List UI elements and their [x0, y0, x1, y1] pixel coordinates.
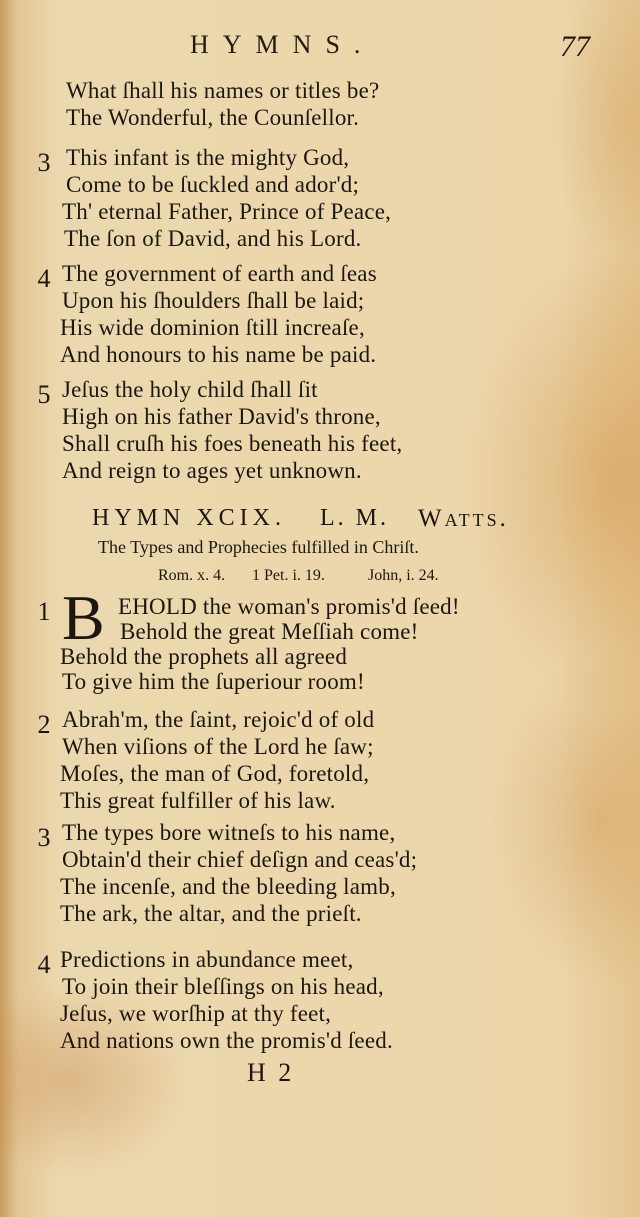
- verse-line: Abrah'm, the ſaint, rejoic'd of old: [62, 707, 375, 732]
- verse-line: Moſes, the man of God, foretold,: [60, 761, 370, 786]
- verse-line: Th' eternal Father, Prince of Peace,: [62, 199, 392, 224]
- hymn-title: [0, 505, 640, 537]
- stanza-number: 3: [37, 148, 51, 177]
- stanza-number: 5: [37, 380, 51, 409]
- drop-cap: B: [62, 582, 105, 653]
- verse-line: And nations own the promis'd ſeed.: [60, 1028, 393, 1053]
- scripture-reference: 1 Pet. i. 19.: [252, 567, 325, 584]
- scripture-reference: Rom. x. 4.: [158, 567, 226, 584]
- page-number: 77: [560, 30, 590, 63]
- verse-line: The incenſe, and the bleeding lamb,: [60, 874, 396, 899]
- verse-line: Behold the great Meſſiah come!: [120, 619, 419, 644]
- verse-line: When viſions of the Lord he ſaw;: [62, 734, 374, 759]
- stanza-number: 1: [37, 597, 51, 626]
- verse-line: To join their bleſſings on his head,: [62, 974, 384, 999]
- verse-line: High on his father David's throne,: [62, 404, 381, 429]
- verse-line: Come to be ſuckled and ador'd;: [66, 172, 360, 197]
- stanza-number: 4: [37, 950, 51, 979]
- verse-line: What ſhall his names or titles be?: [66, 78, 380, 103]
- verse-line: Behold the prophets all agreed: [60, 644, 348, 669]
- verse-line: EHOLD the woman's promis'd ſeed!: [118, 594, 460, 619]
- scripture-references: [158, 567, 498, 589]
- verse-line: Upon his ſhoulders ſhall be laid;: [62, 288, 365, 313]
- verse-line: Predictions in abundance meet,: [60, 947, 354, 972]
- verse-line: Obtain'd their chief deſign and ceas'd;: [62, 847, 418, 872]
- verse-line: And honours to his name be paid.: [60, 342, 377, 367]
- verse-line: To give him the ſuperiour room!: [62, 669, 365, 694]
- verse-line: This great fulfiller of his law.: [60, 788, 336, 813]
- hymn-subtitle: The Types and Prophecies fulfilled in Chriſt.: [98, 537, 419, 557]
- hymn-author: Watts.: [418, 505, 509, 532]
- verse-line: The government of earth and ſeas: [62, 261, 377, 286]
- running-title: HYMNS.: [190, 30, 375, 59]
- verse-line: Jeſus, we worſhip at thy feet,: [60, 1001, 332, 1026]
- stanza-number: 4: [37, 264, 51, 293]
- verse-line: And reign to ages yet unknown.: [62, 458, 362, 483]
- catchword-signature: H 2: [247, 1058, 295, 1087]
- stanza-number: 3: [37, 823, 51, 852]
- verse-line: The ſon of David, and his Lord.: [64, 226, 362, 251]
- running-head: [0, 26, 640, 66]
- verse-line: His wide dominion ſtill increaſe,: [60, 315, 365, 340]
- verse-line: The ark, the altar, and the prieſt.: [60, 901, 362, 926]
- hymn-number: HYMN XCIX.: [92, 505, 286, 531]
- hymn-meter: L. M.: [320, 505, 389, 531]
- verse-line: Jeſus the holy child ſhall ſit: [62, 377, 318, 402]
- stanza-number: 2: [37, 710, 51, 739]
- verse-line: The Wonderful, the Counſellor.: [66, 105, 360, 130]
- verse-line: The types bore witneſs to his name,: [62, 820, 396, 845]
- verse-line: This infant is the mighty God,: [66, 145, 350, 170]
- verse-line: Shall cruſh his foes beneath his feet,: [62, 431, 403, 456]
- scripture-reference: John, i. 24.: [368, 567, 439, 584]
